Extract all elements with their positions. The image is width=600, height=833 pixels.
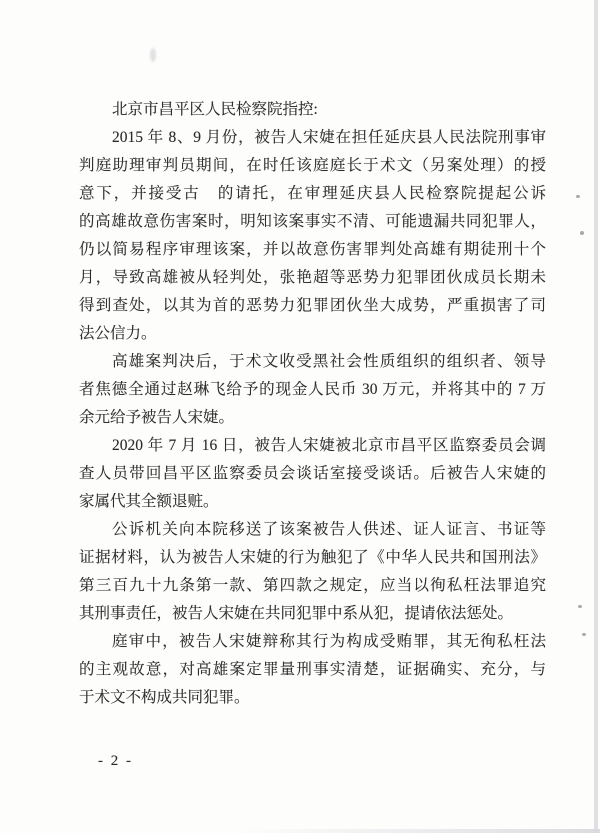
text-line: 者焦德全通过赵琳飞给予的现金人民币 30 万元，并将其中的 7 万 — [79, 381, 546, 398]
text-line: 查人员带回昌平区监察委员会谈话室接受谈话。后被告人宋婕的 — [79, 465, 546, 482]
text-line: 判庭助理审判员期间，在时任该庭庭长于术文（另案处理）的授 — [79, 157, 546, 174]
scan-speck — [576, 195, 580, 198]
text-line: 2020 年 7 月 16 日，被告人宋婕被北京市昌平区监察委员会调 — [112, 437, 546, 454]
scan-speck — [580, 231, 584, 235]
page-edge-shadow-bottom — [240, 829, 600, 833]
text-line: 的主观故意，对高雄案定罪量刑事实清楚，证据确实、充分，与 — [79, 661, 546, 678]
scan-smudge — [150, 48, 156, 62]
text-line: 的高雄故意伤害案时，明知该案事实不清、可能遗漏共同犯罪人， — [79, 213, 546, 230]
text-line: 家属代其全额退赃。 — [79, 493, 219, 510]
text-line: 其刑事责任，被告人宋婕在共同犯罪中系从犯，提请依法惩处。 — [79, 605, 514, 622]
document-body — [79, 96, 546, 712]
text-line: 公诉机关向本院移送了该案被告人供述、证人证言、书证等 — [112, 521, 546, 538]
scan-speck — [582, 633, 586, 636]
text-line: 意下，并接受古 的请托，在审理延庆县人民检察院提起公诉 — [79, 185, 546, 202]
text-line: 北京市昌平区人民检察院指控: — [112, 101, 318, 118]
text-line: 余元给予被告人宋婕。 — [79, 409, 235, 426]
page-number: - 2 - — [98, 753, 133, 769]
page-edge-shadow-right — [594, 0, 598, 833]
text-line: 第三百九十九条第一款、第四款之规定，应当以徇私枉法罪追究 — [79, 577, 546, 594]
scan-speck — [578, 605, 582, 608]
text-line: 法公信力。 — [79, 325, 157, 342]
text-line: 高雄案判决后，于术文收受黑社会性质组织的组织者、领导 — [112, 353, 546, 370]
text-line: 月，导致高雄被从轻判处，张艳超等恶势力犯罪团伙成员长期未 — [79, 269, 546, 286]
text-line: 庭审中，被告人宋婕辩称其行为构成受贿罪，其无徇私枉法 — [112, 633, 546, 650]
text-line: 得到查处，以其为首的恶势力犯罪团伙坐大成势，严重损害了司 — [79, 297, 546, 314]
text-line: 仍以简易程序审理该案，并以故意伤害罪判处高雄有期徒刑十个 — [79, 241, 546, 258]
text-line: 于术文不构成共同犯罪。 — [79, 689, 250, 706]
text-line: 2015 年 8、9 月份，被告人宋婕在担任延庆县人民法院刑事审 — [112, 129, 546, 146]
text-line: 证据材料，认为被告人宋婕的行为触犯了《中华人民共和国刑法》 — [79, 549, 546, 566]
